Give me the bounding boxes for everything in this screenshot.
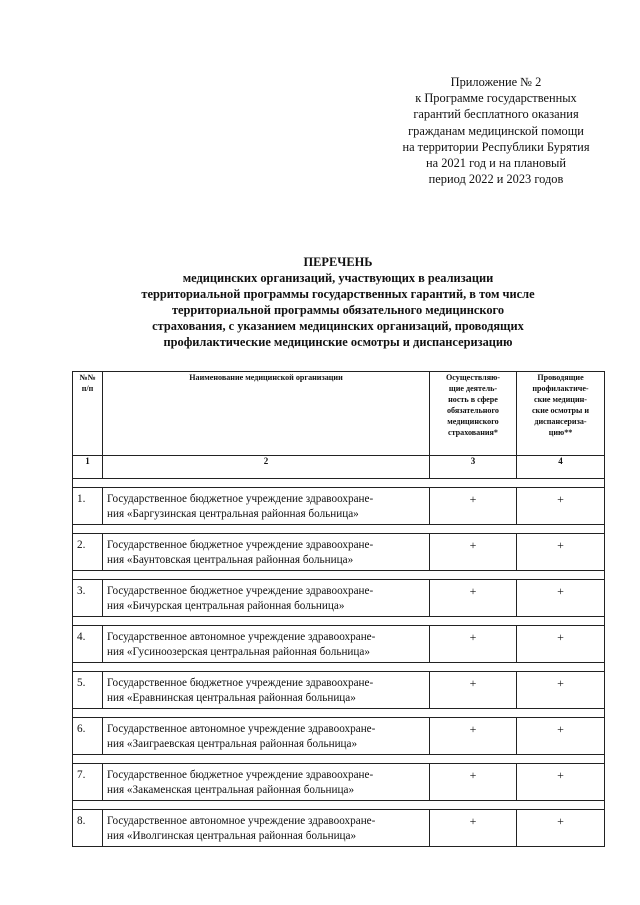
appendix-line: гражданам медицинской помощи (408, 123, 584, 138)
header-oms-line: страхования* (448, 428, 498, 437)
column-numbers-row (73, 456, 605, 479)
organization-name (103, 672, 430, 709)
row-gap (73, 755, 605, 764)
oms-mark: + (430, 488, 517, 525)
prof-mark: + (517, 534, 605, 571)
row-number: 7. (73, 764, 103, 801)
table-row (73, 718, 605, 755)
organization-name-line: ния «Иволгинская центральная районная больница» (107, 829, 357, 842)
row-gap (73, 709, 605, 718)
row-number: 3. (73, 580, 103, 617)
row-gap-cell (73, 709, 605, 718)
organization-name-line: Государственное бюджетное учреждение здравоохране- (107, 769, 374, 781)
organization-name (103, 534, 430, 571)
title-line: медицинских организаций, участвующих в реализации (182, 271, 494, 285)
table-row (73, 626, 605, 663)
oms-mark: + (430, 810, 517, 847)
header-oms-line: обязательного (447, 406, 499, 415)
organization-name (103, 810, 430, 847)
oms-mark: + (430, 718, 517, 755)
row-gap (73, 617, 605, 626)
column-number: 3 (430, 456, 517, 479)
organization-name-line: Государственное автономное учреждение здравоохране- (107, 631, 376, 643)
organization-name-line: ния «Заиграевская центральная районная больница» (107, 737, 358, 750)
table-row (73, 764, 605, 801)
header-name-line: Наименование медицинской организации (189, 373, 343, 382)
table-row (73, 534, 605, 571)
row-number: 1. (73, 488, 103, 525)
organization-name-line: ния «Баргузинская центральная районная больница» (107, 507, 359, 520)
prof-mark: + (517, 488, 605, 525)
header-oms-line: Осуществляю- (446, 373, 500, 382)
column-number: 1 (73, 456, 103, 479)
prof-mark: + (517, 718, 605, 755)
table-row (73, 580, 605, 617)
organization-name-line: ния «Баунтовская центральная районная больница» (107, 553, 354, 566)
organization-name (103, 764, 430, 801)
header-oms (430, 372, 517, 456)
header-prof-line: ские осмотры и (531, 406, 590, 415)
header-num-line: п/п (81, 384, 94, 393)
row-gap (73, 801, 605, 810)
organization-name (103, 718, 430, 755)
table-row (73, 672, 605, 709)
appendix-line: Приложение № 2 (450, 75, 542, 89)
header-prof-line: профилактиче- (532, 384, 589, 393)
header-prof-line: Проводящие (537, 373, 584, 382)
appendix-line: на 2021 год и на плановый (425, 156, 567, 171)
row-number: 6. (73, 718, 103, 755)
title-line: страхования, с указанием медицинских организаций, проводящих (152, 319, 524, 333)
appendix-line: гарантий бесплатного оказания (413, 107, 579, 122)
organization-name-line: Государственное бюджетное учреждение здравоохране- (107, 585, 374, 597)
row-gap-cell (73, 525, 605, 534)
title-line: территориальной программы государственных гарантий, в том числе (141, 287, 535, 301)
oms-mark: + (430, 580, 517, 617)
row-gap-cell (73, 801, 605, 810)
organization-name-line: Государственное автономное учреждение здравоохране- (107, 815, 376, 827)
oms-mark: + (430, 764, 517, 801)
title-heading: ПЕРЕЧЕНЬ (303, 255, 373, 269)
organization-name-line: ния «Еравнинская центральная районная больница» (107, 691, 356, 704)
appendix-line: период 2022 и 2023 годов (428, 172, 564, 187)
organization-name-line: Государственное автономное учреждение здравоохране- (107, 723, 376, 735)
title-line: профилактические медицинские осмотры и диспансеризацию (163, 335, 513, 349)
table-row (73, 810, 605, 847)
organization-name (103, 580, 430, 617)
row-number: 8. (73, 810, 103, 847)
row-gap-cell (73, 617, 605, 626)
appendix-line: на территории Республики Бурятия (402, 139, 590, 154)
header-prof-line: диспансериза- (534, 417, 587, 426)
organization-name-line: ния «Бичурская центральная районная больница» (107, 599, 345, 612)
row-gap-cell (73, 755, 605, 764)
header-num-line: №№ (79, 373, 96, 382)
header-oms-line: щие деятель- (448, 384, 498, 393)
header-num (73, 372, 103, 456)
organization-name (103, 626, 430, 663)
prof-mark: + (517, 580, 605, 617)
organization-name (103, 488, 430, 525)
appendix-line: к Программе государственных (415, 91, 577, 106)
prof-mark: + (517, 764, 605, 801)
oms-mark: + (430, 626, 517, 663)
table-row (73, 488, 605, 525)
oms-mark: + (430, 672, 517, 709)
row-gap (73, 663, 605, 672)
row-gap (73, 479, 605, 488)
row-gap-cell (73, 479, 605, 488)
organization-name-line: ния «Гусиноозерская центральная районная больница» (107, 645, 370, 658)
organization-name-line: Государственное бюджетное учреждение здравоохране- (107, 539, 374, 551)
organizations-table (72, 371, 605, 847)
row-number: 2. (73, 534, 103, 571)
row-gap (73, 571, 605, 580)
column-number: 2 (103, 456, 430, 479)
row-number: 5. (73, 672, 103, 709)
row-gap-cell (73, 571, 605, 580)
title-line: территориальной программы обязательного медицинского (171, 303, 505, 317)
row-gap-cell (73, 663, 605, 672)
organization-name-line: Государственное бюджетное учреждение здравоохране- (107, 493, 374, 505)
header-prof-line: цию** (548, 428, 573, 437)
header-oms-line: медицинского (447, 417, 499, 426)
column-number: 4 (517, 456, 605, 479)
organization-name-line: ния «Закаменская центральная районная больница» (107, 783, 355, 796)
header-oms-line: ность в сфере (448, 395, 498, 404)
table-header-row (73, 372, 605, 456)
prof-mark: + (517, 672, 605, 709)
header-prof-line: ские медицин- (534, 395, 587, 404)
row-number: 4. (73, 626, 103, 663)
organization-name-line: Государственное бюджетное учреждение здравоохране- (107, 677, 374, 689)
oms-mark: + (430, 534, 517, 571)
prof-mark: + (517, 626, 605, 663)
header-name (103, 372, 430, 456)
row-gap (73, 525, 605, 534)
appendix-block (360, 74, 632, 187)
prof-mark: + (517, 810, 605, 847)
header-prof (517, 372, 605, 456)
document-title (72, 254, 604, 350)
